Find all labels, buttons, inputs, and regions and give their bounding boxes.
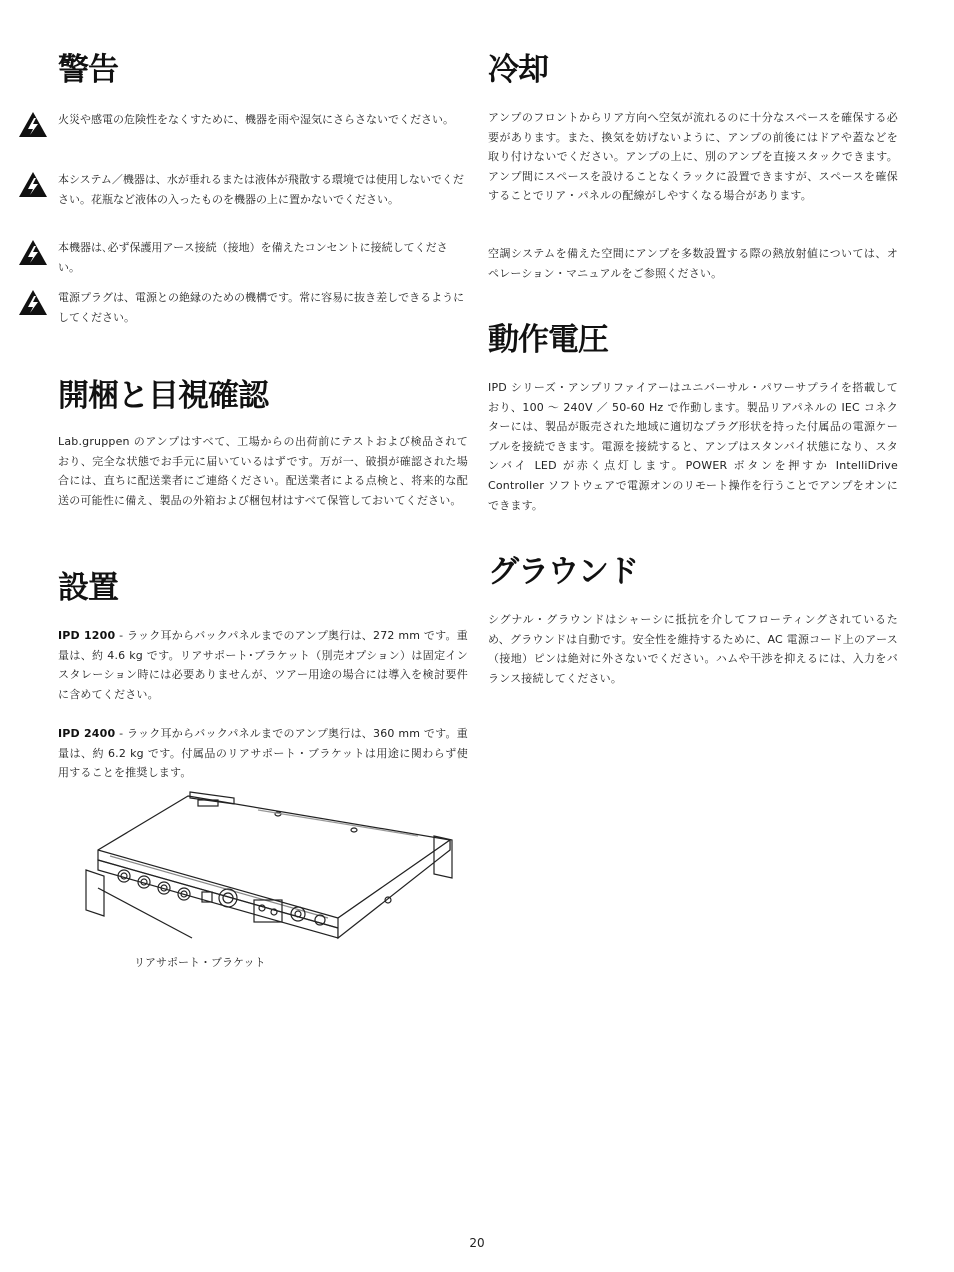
ipd1200-paragraph	[58, 626, 468, 704]
bracket-caption: リアサポート・ブラケット	[134, 956, 266, 969]
installation-heading: 設置	[58, 570, 118, 606]
warning-lightning-icon	[18, 170, 48, 198]
warning-text: 電源プラグは、電源との絶縁のための機構です。常に容易に抜き差しできるようにしてください。	[58, 291, 465, 324]
voltage-body: IPD シリーズ・アンプリファイアーはユニバーサル・パワーサプライを搭載しており、100 ～ 240V ／ 50-60 Hz で作動します。製品リアパネルの IEC コネクターには、製品が販売された地域に適切なプラグ形状を持った付属品の電源ケーブルを接続できます。電源を接続すると、アンプはスタンバイ状態になり、スタンバイ LED が赤く点灯します。POWER ボタンを押すか IntelliDrive Controller ソフトウェアで電源オンのリモート操作を行うことでアンプをオンにできます。	[488, 381, 898, 512]
warning-text: 本機器は､必ず保護用アース接続（接地）を備えたコンセントに接続してください。	[58, 241, 448, 274]
ipd1200-label: IPD 1200	[58, 629, 116, 642]
warning-text: 本システム／機器は、水が垂れるまたは液体が飛散する環境では使用しないでください。花瓶など液体の入ったものを機器の上に置かないでください。	[58, 173, 464, 206]
unpacking-heading: 開梱と目視確認	[58, 378, 268, 414]
warning-text: 火災や感電の危険性をなくすために、機器を雨や湿気にさらさないでください。	[58, 113, 454, 126]
ipd2400-text: - ラック耳からバックパネルまでのアンプ奥行は、360 mm です。重量は、約 6.2 kg です。付属品のリアサポート・ブラケットは用途に関わらず使用することを推奨します。	[58, 727, 468, 780]
unpacking-body: Lab.gruppen のアンプはすべて、工場からの出荷前にテストおよび検品されており、完全な状態でお手元に届いているはずです。万が一、破損が確認された場合には、直ちに配送業者にご連絡ください。配送業者による点検と、将来的な配送の可能性に備え、製品の外箱および梱包材はすべて保管しておいてください。	[58, 435, 468, 507]
ipd2400-paragraph	[58, 724, 468, 783]
warning-lightning-icon	[18, 288, 48, 316]
ipd1200-text: - ラック耳からバックパネルまでのアンプ奥行は、272 mm です。重量は、約 4.6 kg です。リアサポート･ブラケット（別売オプション）は固定インスタレーション時には必要ありませんが、ツアー用途の場合には導入を検討要件に含めてください。	[58, 629, 468, 701]
cooling-heading: 冷却	[488, 52, 548, 88]
ipd2400-label: IPD 2400	[58, 727, 116, 740]
amplifier-rear-bracket-illustration	[58, 788, 458, 948]
ground-body: シグナル・グラウンドはシャーシに抵抗を介してフローティングされているため、グラウンドは自動です。安全性を維持するために、AC 電源コード上のアース（接地）ピンは絶対に外さないでください。ハムや干渉を抑えるには、入力をバランス接続してください。	[488, 613, 898, 685]
warning-heading: 警告	[58, 52, 118, 88]
voltage-heading: 動作電圧	[488, 322, 608, 358]
warning-lightning-icon	[18, 238, 48, 266]
ground-heading: グラウンド	[488, 554, 638, 590]
cooling-body-2: 空調システムを備えた空間にアンプを多数設置する際の熱放射値については、オペレーション・マニュアルをご参照ください。	[488, 247, 898, 280]
warning-lightning-icon	[18, 110, 48, 138]
page-number: 20	[469, 1236, 485, 1250]
cooling-body-1: アンプのフロントからリア方向へ空気が流れるのに十分なスペースを確保する必要があります。また、換気を妨げないように、アンプの前後にはドアや蓋などを取り付けないでください。アンプの上に、別のアンプを直接スタックできます。アンプ間にスペースを設けることなくラックに設置できますが、スペースを確保することでリア・パネルの配線がしやすくなる場合があります。	[488, 111, 898, 203]
